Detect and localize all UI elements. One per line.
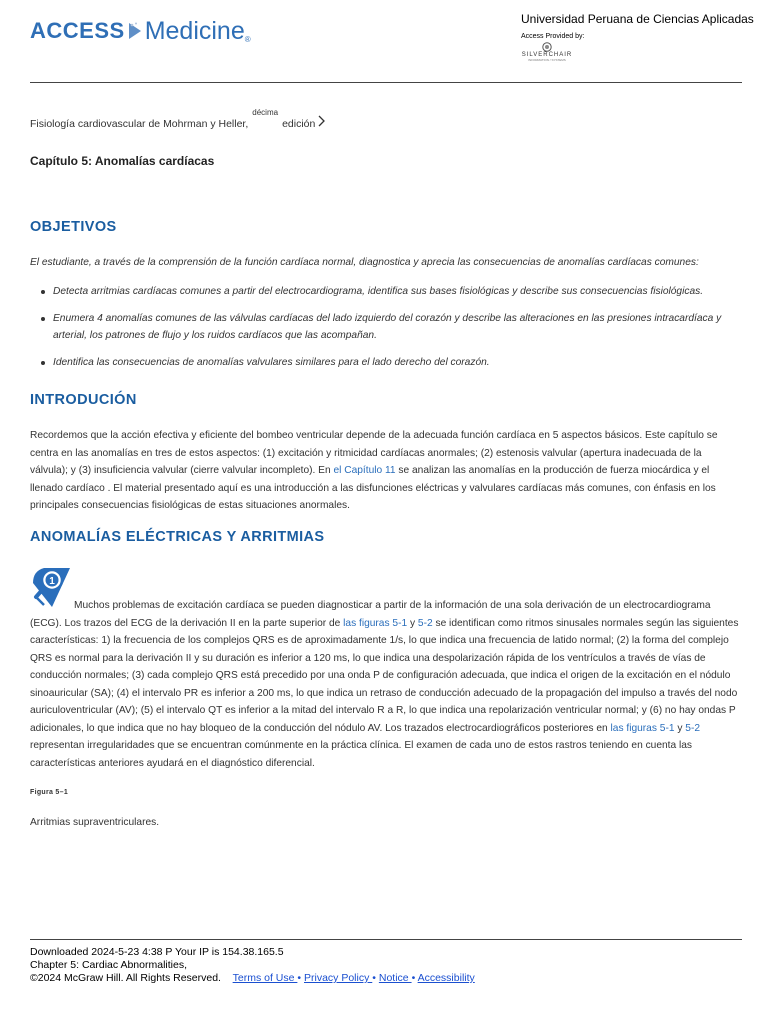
objetivos-list	[30, 283, 742, 371]
list-item: Identifica las consecuencias de anomalías valvulares similares para el lado derecho del corazón.	[30, 354, 742, 372]
header-divider	[30, 82, 742, 83]
breadcrumb	[30, 108, 326, 130]
logo-registered-mark: ®	[244, 35, 251, 44]
footer-separator: •	[297, 972, 302, 984]
link-figura-5-2-second[interactable]: 5-2	[685, 722, 701, 734]
arritmias-text-2: se identifican como ritmos sinusales normales según las siguientes características: 1) la frecuencia de los complejos QRS es de aproximadamente 1/s, lo que indica una frecuencia de latido normal; (2) la forma del complejo QRS es normal para la derivación II y su duración es inferior a 120 ms, lo que indica una despolarización rápida de los ventrículos a través de vías de conducción normales; (3) cada complejo QRS está precedido por una onda P de configuración adecuada, que indica el origen de la excitación en el nódulo sinoauricular (SA); (4) el intervalo PR es inferior a 200 ms, lo que indica un retraso de conducción adecuado de la propagación del impulso a través del nodo auriculoventricular (AV); (5) el intervalo QT es inferior a la mitad del intervalo R a R, lo que indica una repolarización ventricular normal; y (6) no hay ondas P adicionales, lo que indica que no hay bloqueo de la conducción del nódulo AV. Los trazados electrocardiográficos posteriores en	[30, 617, 739, 734]
accessmedicine-logo[interactable]	[30, 14, 251, 48]
accessibility-link[interactable]: Accessibility	[417, 972, 475, 984]
chapter-title: Capítulo 5: Anomalías cardíacas	[30, 154, 215, 168]
arritmias-text-1: Muchos problemas de excitación cardíaca se pueden diagnosticar a partir de la información de una sola derivación de un electrocardiograma (ECG). Los trazos del ECG de la derivación II en la parte superior de	[30, 600, 711, 629]
link-capitulo-11[interactable]: el Capítulo 11	[333, 465, 396, 476]
footer-copyright: ©2024 McGraw Hill. All Rights Reserved.	[30, 972, 221, 984]
figure-label: Figura 5–1	[30, 789, 69, 796]
silverchair-subtext: INFORMATION / SYSTEMS	[528, 58, 566, 62]
breadcrumb-edition: edición	[282, 118, 316, 130]
figure-caption: Arritmias supraventriculares.	[30, 817, 160, 828]
footer-chapter: Chapter 5: Cardiac Abnormalities,	[30, 959, 187, 971]
arritmias-paragraph	[30, 597, 742, 772]
arritmias-and-2: y	[674, 722, 686, 734]
list-item: Detecta arritmias cardíacas comunes a partir del electrocardiograma, identifica sus bases fisiológicas y describe sus consecuencias fisiológicas.	[30, 283, 742, 301]
footer-links-row	[30, 972, 475, 985]
link-figura-5-2[interactable]: 5-2	[417, 617, 433, 629]
breadcrumb-book[interactable]: Fisiología cardiovascular de Mohrman y Heller,	[30, 118, 249, 130]
objetivos-intro: El estudiante, a través de la comprensión de la función cardíaca normal, diagnostica y aprecia las consecuencias de anomalías cardíacas comunes:	[30, 257, 699, 268]
institution-name: Universidad Peruana de Ciencias Aplicadas	[521, 12, 754, 26]
logo-arrow-icon	[127, 21, 143, 41]
chevron-right-icon[interactable]	[317, 115, 326, 127]
logo-access-text: ACCESS	[30, 18, 125, 43]
terms-of-use-link[interactable]: Terms of Use	[232, 972, 298, 984]
arritmias-text-3: representan irregularidades que se encuentran comúnmente en la práctica clínica. El examen de cada uno de estos rastros teniendo en cuenta las características anteriores ayudará en el diagnóstico diferencial.	[30, 740, 693, 769]
key-concept-number: 1	[49, 576, 55, 587]
footer-divider	[30, 939, 742, 940]
footer-separator: •	[372, 972, 376, 984]
link-figuras-5-1[interactable]: las figuras 5-1	[343, 617, 408, 629]
arritmias-and-1: y	[407, 617, 418, 629]
section-heading-arritmias: ANOMALÍAS ELÉCTRICAS Y ARRITMIAS	[30, 529, 325, 545]
notice-link[interactable]: Notice	[378, 972, 412, 984]
introduccion-text-1: Recordemos que la acción efectiva y eficiente del bombeo ventricular depende de la adecuada función cardíaca en 5 aspectos básicos. Este capítulo se centra en las anomalías en tres de estos aspectos: (1) excitación y ritmicidad cardíacas anormales; (2) estenosis valvular (apertura inadecuada de la válvula); y (3) insuficiencia valvular (cierre valvular incompleto). En	[30, 430, 718, 476]
silverchair-emblem-icon	[542, 42, 552, 52]
section-heading-introduccion: INTRODUCIÓN	[30, 392, 137, 408]
silverchair-logo	[521, 42, 573, 62]
section-heading-objetivos: OBJETIVOS	[30, 219, 117, 235]
silverchair-text: SILVERCHAIR	[521, 52, 573, 58]
list-item: Enumera 4 anomalías comunes de las válvulas cardíacas del lado izquierdo del corazón y describe las alteraciones en las presiones intracardíaca y arterial, los patrones de flujo y los ruidos cardíacos que las acompañan.	[30, 310, 742, 345]
page-footer	[30, 946, 475, 985]
introduccion-text-2: se analizan las anomalías en la producción de fuerza miocárdica y el llenado cardíaco . El material presentado aquí es una introducción a las disfunciones eléctricas y valvulares cardíacas más comunes, con énfasis en los principales consecuencias fisiológicas de estas situaciones anormales.	[30, 465, 716, 511]
logo-medicine-text: Medicine	[144, 16, 245, 45]
footer-separator: •	[411, 972, 416, 984]
link-figuras-5-1-second[interactable]: las figuras 5-1	[610, 722, 675, 734]
privacy-policy-link[interactable]: Privacy Policy	[304, 972, 373, 984]
footer-downloaded: Downloaded 2024-5-23 4:38 P Your IP is 154.38.165.5	[30, 946, 284, 958]
access-provided-label: Access Provided by:	[521, 33, 585, 40]
introduccion-paragraph	[30, 427, 742, 515]
breadcrumb-edition-sup: décima	[252, 108, 279, 117]
